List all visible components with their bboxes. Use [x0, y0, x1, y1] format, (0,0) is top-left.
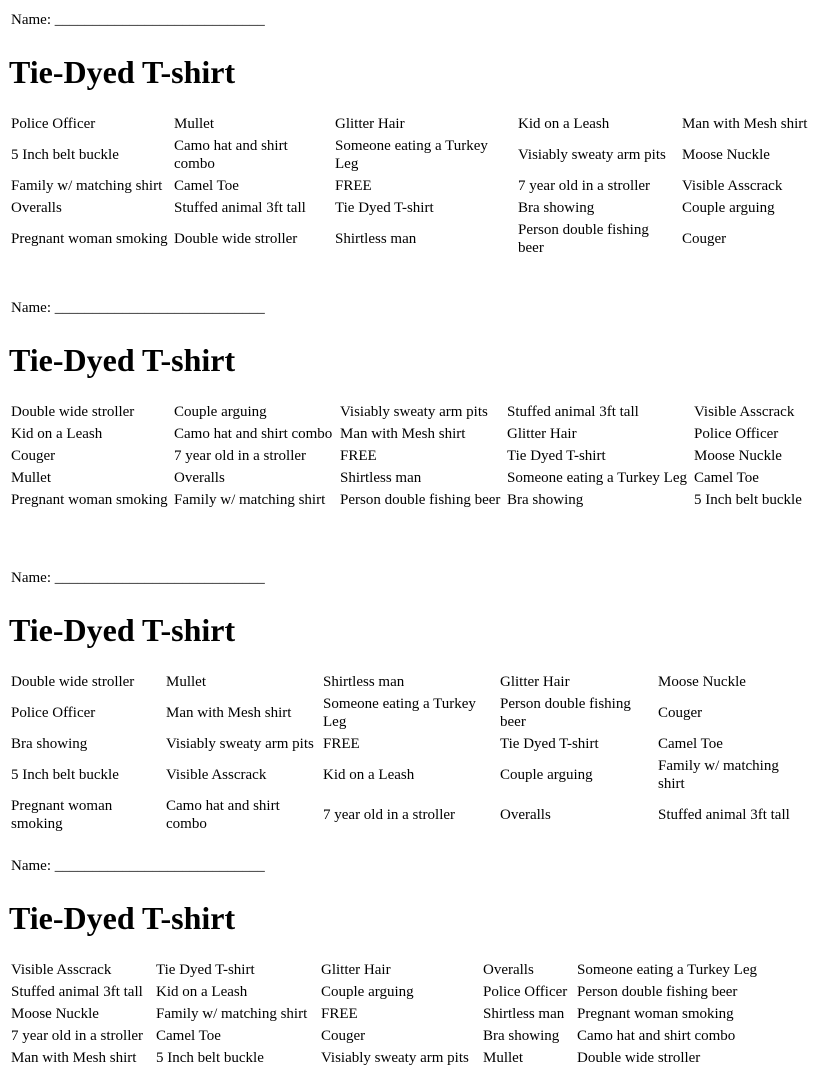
- grid-cell: Tie Dyed T-shirt: [507, 448, 606, 464]
- bingo-grid: [8, 401, 811, 511]
- grid-cell: Overalls: [11, 200, 62, 216]
- grid-cell: 5 Inch belt buckle: [156, 1050, 264, 1066]
- grid-cell: Police Officer: [11, 116, 96, 132]
- grid-row: [8, 197, 816, 219]
- name-field: Name: ____________________________: [11, 858, 265, 874]
- card-title: Tie-Dyed T-shirt: [9, 342, 236, 378]
- grid-cell: FREE: [323, 736, 360, 752]
- grid-cell: Couple arguing: [321, 984, 414, 1000]
- grid-row: [8, 693, 805, 733]
- grid-cell: 7 year old in a stroller: [518, 178, 651, 194]
- grid-row: [8, 445, 811, 467]
- grid-row: [8, 795, 805, 835]
- grid-cell: Couger: [321, 1028, 366, 1044]
- grid-row: [8, 219, 816, 259]
- grid-cell: 7 year old in a stroller: [11, 1028, 144, 1044]
- grid-cell: Mullet: [483, 1050, 523, 1066]
- grid-cell: Kid on a Leash: [156, 984, 248, 1000]
- grid-row: [8, 423, 811, 445]
- grid-row: [8, 1047, 804, 1069]
- grid-cell: Camo hat and shirt combo: [166, 798, 280, 832]
- grid-cell: Visiably sweaty arm pits: [518, 147, 666, 163]
- grid-cell: Tie Dyed T-shirt: [335, 200, 434, 216]
- grid-cell: Moose Nuckle: [694, 448, 782, 464]
- grid-cell: Person double fishing beer: [577, 984, 738, 1000]
- grid-cell: Visible Asscrack: [694, 404, 795, 420]
- grid-cell: Kid on a Leash: [11, 426, 103, 442]
- grid-cell: Visiably sweaty arm pits: [321, 1050, 469, 1066]
- grid-cell: Glitter Hair: [507, 426, 577, 442]
- bingo-card-1: [8, 11, 816, 259]
- grid-cell: Person double fishing beer: [518, 222, 649, 256]
- grid-cell: Family w/ matching shirt: [174, 492, 326, 508]
- grid-cell: Man with Mesh shirt: [11, 1050, 137, 1066]
- grid-row: [8, 671, 805, 693]
- grid-row: [8, 755, 805, 795]
- grid-cell: 7 year old in a stroller: [174, 448, 307, 464]
- grid-cell: Couger: [11, 448, 56, 464]
- grid-row: [8, 981, 804, 1003]
- name-field: Name: ____________________________: [11, 300, 265, 316]
- grid-cell: Double wide stroller: [577, 1050, 701, 1066]
- grid-cell: Shirtless man: [340, 470, 422, 486]
- bingo-grid: [8, 671, 805, 835]
- grid-cell: Police Officer: [694, 426, 779, 442]
- card-title: Tie-Dyed T-shirt: [9, 612, 236, 648]
- grid-cell: Tie Dyed T-shirt: [156, 962, 255, 978]
- card-title: Tie-Dyed T-shirt: [9, 900, 236, 936]
- grid-cell: Man with Mesh shirt: [682, 116, 808, 132]
- bingo-grid: [8, 113, 816, 259]
- grid-cell: FREE: [340, 448, 377, 464]
- grid-cell: Bra showing: [483, 1028, 560, 1044]
- grid-cell: 5 Inch belt buckle: [11, 767, 119, 783]
- grid-cell: 7 year old in a stroller: [323, 807, 456, 823]
- grid-cell: Pregnant woman smoking: [577, 1006, 734, 1022]
- bingo-card-4: [8, 857, 804, 1069]
- grid-cell: Double wide stroller: [11, 404, 135, 420]
- grid-row: [8, 489, 811, 511]
- grid-cell: Person double fishing beer: [500, 696, 631, 730]
- grid-cell: Overalls: [500, 807, 551, 823]
- grid-cell: Moose Nuckle: [682, 147, 770, 163]
- grid-row: [8, 1003, 804, 1025]
- grid-cell: Visible Asscrack: [682, 178, 783, 194]
- grid-cell: Overalls: [483, 962, 534, 978]
- grid-cell: Stuffed animal 3ft tall: [658, 807, 790, 823]
- grid-cell: Double wide stroller: [174, 231, 298, 247]
- grid-row: [8, 175, 816, 197]
- grid-row: [8, 467, 811, 489]
- bingo-card-2: [8, 299, 811, 511]
- grid-cell: Camel Toe: [658, 736, 723, 752]
- grid-cell: Family w/ matching shirt: [156, 1006, 308, 1022]
- grid-cell: Someone eating a Turkey Leg: [323, 696, 476, 730]
- grid-row: [8, 733, 805, 755]
- grid-cell: Camo hat and shirt combo: [174, 138, 288, 172]
- grid-cell: Shirtless man: [483, 1006, 565, 1022]
- grid-cell: Man with Mesh shirt: [166, 705, 292, 721]
- grid-cell: Police Officer: [11, 705, 96, 721]
- name-field: Name: ____________________________: [11, 570, 265, 586]
- grid-cell: Kid on a Leash: [518, 116, 610, 132]
- grid-cell: Police Officer: [483, 984, 568, 1000]
- grid-cell: Bra showing: [507, 492, 584, 508]
- grid-cell: Glitter Hair: [321, 962, 391, 978]
- grid-cell: Visiably sweaty arm pits: [166, 736, 314, 752]
- grid-cell: Pregnant woman smoking: [11, 798, 113, 832]
- grid-cell: Camo hat and shirt combo: [174, 426, 333, 442]
- grid-row: [8, 1025, 804, 1047]
- grid-cell: FREE: [321, 1006, 358, 1022]
- grid-cell: 5 Inch belt buckle: [11, 147, 119, 163]
- grid-cell: Tie Dyed T-shirt: [500, 736, 599, 752]
- grid-cell: Pregnant woman smoking: [11, 492, 168, 508]
- grid-cell: Stuffed animal 3ft tall: [11, 984, 143, 1000]
- grid-cell: Someone eating a Turkey Leg: [335, 138, 488, 172]
- grid-cell: Bra showing: [11, 736, 88, 752]
- grid-cell: Visible Asscrack: [11, 962, 112, 978]
- grid-cell: Camel Toe: [694, 470, 759, 486]
- grid-row: [8, 135, 816, 175]
- grid-cell: Camo hat and shirt combo: [577, 1028, 736, 1044]
- grid-cell: Shirtless man: [335, 231, 417, 247]
- grid-cell: FREE: [335, 178, 372, 194]
- grid-cell: Pregnant woman smoking: [11, 231, 168, 247]
- grid-cell: Camel Toe: [156, 1028, 221, 1044]
- name-field: Name: ____________________________: [11, 12, 265, 28]
- grid-cell: Someone eating a Turkey Leg: [507, 470, 687, 486]
- grid-cell: Glitter Hair: [500, 674, 570, 690]
- grid-cell: Someone eating a Turkey Leg: [577, 962, 757, 978]
- grid-cell: Kid on a Leash: [323, 767, 415, 783]
- grid-cell: Couple arguing: [682, 200, 775, 216]
- card-title: Tie-Dyed T-shirt: [9, 54, 236, 90]
- grid-cell: Glitter Hair: [335, 116, 405, 132]
- grid-cell: Moose Nuckle: [11, 1006, 99, 1022]
- bingo-grid: [8, 959, 804, 1069]
- grid-cell: Couple arguing: [500, 767, 593, 783]
- grid-cell: Double wide stroller: [11, 674, 135, 690]
- grid-cell: 5 Inch belt buckle: [694, 492, 802, 508]
- grid-cell: Overalls: [174, 470, 225, 486]
- grid-cell: Visible Asscrack: [166, 767, 267, 783]
- grid-cell: Man with Mesh shirt: [340, 426, 466, 442]
- grid-cell: Stuffed animal 3ft tall: [507, 404, 639, 420]
- grid-cell: Bra showing: [518, 200, 595, 216]
- bingo-card-3: [8, 569, 805, 835]
- grid-cell: Mullet: [11, 470, 51, 486]
- grid-cell: Shirtless man: [323, 674, 405, 690]
- grid-cell: Mullet: [174, 116, 214, 132]
- grid-cell: Family w/ matching shirt: [11, 178, 163, 194]
- grid-cell: Couger: [682, 231, 727, 247]
- grid-row: [8, 401, 811, 423]
- grid-cell: Camel Toe: [174, 178, 239, 194]
- grid-cell: Couger: [658, 705, 703, 721]
- grid-row: [8, 113, 816, 135]
- grid-cell: Visiably sweaty arm pits: [340, 404, 488, 420]
- grid-cell: Moose Nuckle: [658, 674, 746, 690]
- grid-cell: Family w/ matching shirt: [658, 758, 779, 792]
- grid-cell: Person double fishing beer: [340, 492, 501, 508]
- grid-cell: Mullet: [166, 674, 206, 690]
- grid-cell: Stuffed animal 3ft tall: [174, 200, 306, 216]
- grid-cell: Couple arguing: [174, 404, 267, 420]
- grid-row: [8, 959, 804, 981]
